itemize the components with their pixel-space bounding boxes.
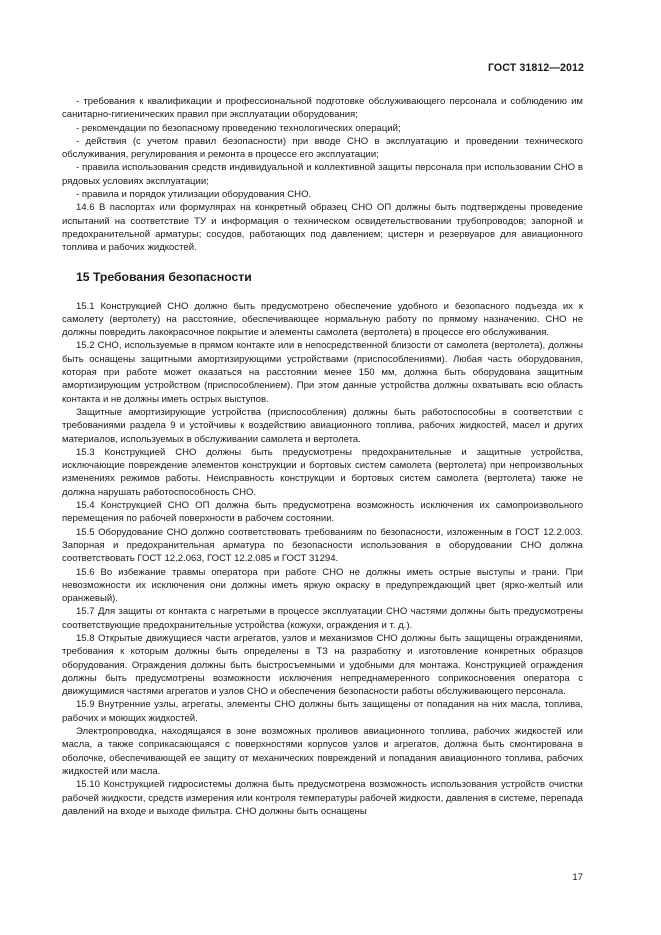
- document-code: ГОСТ 31812—2012: [487, 62, 584, 74]
- paragraph-15-8: 15.8 Открытые движущиеся части агрегатов, узлов и механизмов СНО должны быть защищены ограждениями, требования к которым должны быть определены в ТЗ на разработку и изготовление конкретных образцов оборудования. Ограждения должны быть быстросъемными и удобными для монтажа. Конструкцией ограждения должны быть предусмотрены возможности исключения непреднамеренного соприкосновения оператора с движущимися частями агрегатов и узлов СНО и обеспечения безопасности работы обслуживающего персонала.: [62, 632, 583, 698]
- paragraph-15-4: 15.4 Конструкцией СНО ОП должна быть предусмотрена возможность исключения их самопроизвольного перемещения по рабочей поверхности в рабочем состоянии.: [62, 500, 583, 525]
- paragraph-15-7: 15.7 Для защиты от контакта с нагретыми в процессе эксплуатации СНО частями должны быть предусмотрены соответствующие предохранительные устройства (кожухи, ограждения и т. д.).: [62, 606, 583, 631]
- paragraph-safe-operations: - рекомендации по безопасному проведению технологических операций;: [76, 122, 401, 134]
- paragraph-commissioning-actions: - действия (с учетом правил безопасности) при вводе СНО в эксплуатацию и проведении технического обслуживания, регулирования и ремонта в процессе его эксплуатации;: [62, 135, 583, 161]
- paragraph-15-2: 15.2 СНО, используемые в прямом контакте или в непосредственной близости от самолета (вертолета), должны быть оснащены защитными амортизирующими устройствами (приспособлениями). Любая часть оборудования, которая при работе может оказаться на расстоянии менее 150 мм, должна быть оборудована защитным амортизирующим устройством (приспособлением). При этом данные устройства должны охватывать всю область контакта и не должны иметь острых выступов.: [62, 340, 583, 405]
- paragraph-15-3: 15.3 Конструкцией СНО должны быть предусмотрены предохранительные и защитные устройства, исключающие повреждение элементов конструкции и бортовых систем самолета (вертолета) при непроизвольных изменениях режимов работы. Неисправность конструкции и бортовых систем самолета (вертолета) также не должна нарушать работоспособность СНО.: [62, 446, 583, 498]
- paragraph-protective-equipment: - правила использования средств индивидуальной и коллективной защиты персонала при использовании СНО в рядовых условиях эксплуатации;: [62, 162, 583, 187]
- paragraph-15-5: 15.5 Оборудование СНО должно соответствовать требованиям по безопасности, изложенным в ГОСТ 12.2.003. Запорная и предохранительная арматура по безопасности использования в оборудовании СНО должна соответствовать ГОСТ 12.2.063, ГОСТ 12.2.085 и ГОСТ 31294.: [62, 526, 583, 565]
- paragraph-qualification-requirements: - требования к квалификации и профессиональной подготовке обслуживающего персонала и соблюдению им санитарно-гигиенических правил при эксплуатации оборудования;: [62, 96, 583, 121]
- paragraph-disposal-rules: - правила и порядок утилизации оборудования СНО.: [76, 189, 312, 201]
- paragraph-15-9: 15.9 Внутренние узлы, агрегаты, элементы СНО должны быть защищены от попадания на них масла, топлива, рабочих и моющих жидкостей.: [62, 699, 583, 724]
- paragraph-14-6: 14.6 В паспортах или формулярах на конкретный образец СНО ОП должны быть подтверждены проведение испытаний на соответствие ТУ и информация о техническом освидетельствовании трубопроводов; запорной и предохранительной арматуры; сосудов, работающих под давлением; цистерн и резервуаров для авиационного топлива и рабочих жидкостей.: [62, 202, 583, 254]
- paragraph-15-1: 15.1 Конструкцией СНО должно быть предусмотрено обеспечение удобного и безопасного подъезда их к самолету (вертолету) на расстояние, обеспечивающее нормальную работу по прямому назначению. СНО не должны повредить лакокрасочное покрытие и элементы самолета (вертолета) в процессе его обслуживания.: [62, 300, 583, 339]
- page-number: 17: [572, 872, 583, 883]
- paragraph-15-6: 15.6 Во избежание травмы оператора при работе СНО не должны иметь острые выступы и грани. При невозможности их исключения они должны иметь яркую окраску в предупреждающий цвет (ярко-желтый или оранжевый).: [62, 566, 583, 605]
- paragraph-15-10: 15.10 Конструкцией гидросистемы должна быть предусмотрена возможность использования устройств очистки рабочей жидкости, средств измерения или контроля температуры рабочей жидкости, давления в системе, перепада давлений на входе и выходе фильтра. СНО должны быть оснащены: [62, 779, 583, 817]
- paragraph-15-9-wiring: Электропроводка, находящаяся в зоне возможных проливов авиационного топлива, рабочих жидкостей или масла, а также соприкасающаяся с поверхностями корпусов узлов и агрегатов, должна быть смонтирована в оболочке, обеспечивающей ее защиту от механических повреждений и попадания авиационного топлива, рабочих жидкостей или масла.: [62, 726, 583, 777]
- section-title: 15 Требования безопасности: [76, 269, 252, 284]
- page-content: [62, 95, 583, 818]
- paragraph-15-2-protective-devices: Защитные амортизирующие устройства (приспособления) должны быть работоспособны в соответствии с требованиями раздела 9 и устойчивы к воздействию авиационного топлива, рабочих жидкостей, масел и других материалов, используемых в обслуживании самолета и вертолета.: [62, 406, 583, 445]
